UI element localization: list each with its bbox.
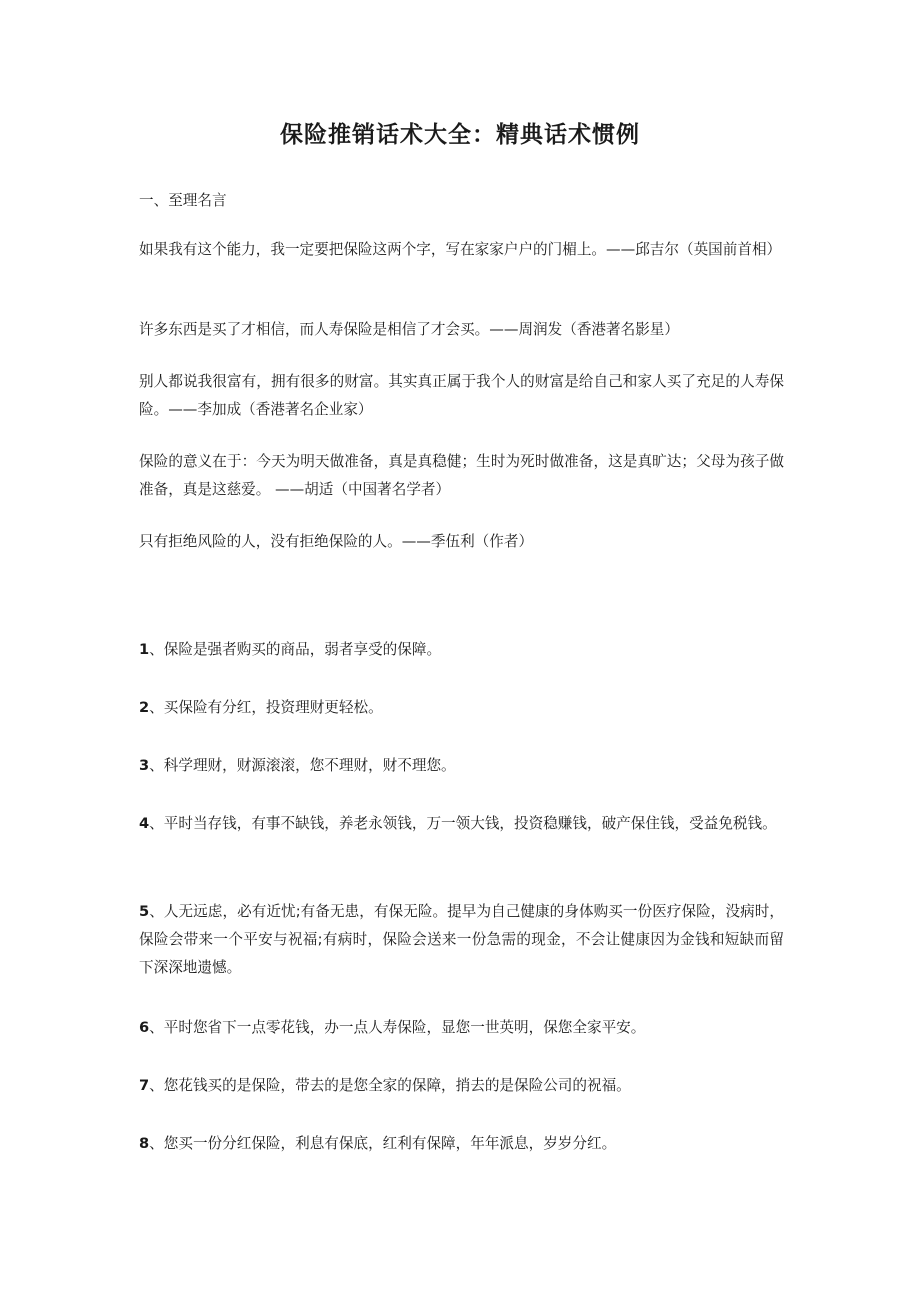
list-item-number: 6 — [139, 1019, 150, 1036]
list-item — [139, 636, 784, 664]
list-item-text: 、保险是强者购买的商品，弱者享受的保障。 — [149, 641, 442, 658]
section-heading: 一、至理名言 — [139, 192, 227, 209]
list-item — [139, 694, 784, 722]
document-title: 保险推销话术大全：精典话术惯例 — [280, 122, 640, 148]
list-item-number: 7 — [139, 1077, 150, 1094]
list-item-number: 8 — [139, 1135, 150, 1152]
list-item-number: 5 — [139, 903, 150, 920]
quote-paragraph: 如果我有这个能力，我一定要把保险这两个字，写在家家户户的门楣上。——邱吉尔（英国前首相） — [139, 241, 782, 258]
list-item — [139, 810, 784, 838]
list-item — [139, 1072, 784, 1100]
list-item-number: 2 — [139, 699, 150, 716]
quote-paragraph: 只有拒绝风险的人，没有拒绝保险的人。——季伍利（作者） — [139, 533, 534, 550]
list-item-text: 、平时当存钱，有事不缺钱，养老永领钱，万一领大钱，投资稳赚钱，破产保住钱，受益免税钱。 — [149, 815, 777, 832]
list-item-text: 、您买一份分红保险，利息有保底，红利有保障，年年派息，岁岁分红。 — [149, 1135, 617, 1152]
list-item-text: 、平时您省下一点零花钱，办一点人寿保险，显您一世英明，保您全家平安。 — [149, 1019, 646, 1036]
quote-paragraph: 保险的意义在于：今天为明天做准备，真是真稳健；生时为死时做准备，这是真旷达；父母为孩子做准备，真是这慈爱。 ——胡适（中国著名学者） — [139, 453, 784, 498]
list-item-text: 、买保险有分红，投资理财更轻松。 — [149, 699, 383, 716]
list-item-text: 、人无远虑，必有近忧;有备无患，有保无险。提早为自己健康的身体购买一份医疗保险，没病时，保险会带来一个平安与祝福;有病时，保险会送来一份急需的现金，不会让健康因为金钱和短缺而留下深深地遗憾。 — [139, 903, 784, 976]
list-item — [139, 752, 784, 780]
list-item — [139, 1130, 784, 1158]
list-item-text: 、科学理财，财源滚滚，您不理财，财不理您。 — [149, 757, 456, 774]
list-item-number: 1 — [139, 641, 150, 658]
quote-paragraph: 许多东西是买了才相信，而人寿保险是相信了才会买。——周润发（香港著名影星） — [139, 321, 679, 338]
quote-paragraph: 别人都说我很富有，拥有很多的财富。其实真正属于我个人的财富是给自己和家人买了充足的人寿保险。——李加成（香港著名企业家） — [139, 373, 784, 418]
list-item-number: 4 — [139, 815, 150, 832]
list-item — [139, 1014, 784, 1042]
list-item-number: 3 — [139, 757, 150, 774]
list-item — [139, 898, 784, 982]
list-item-text: 、您花钱买的是保险，带去的是您全家的保障，捎去的是保险公司的祝福。 — [149, 1077, 631, 1094]
